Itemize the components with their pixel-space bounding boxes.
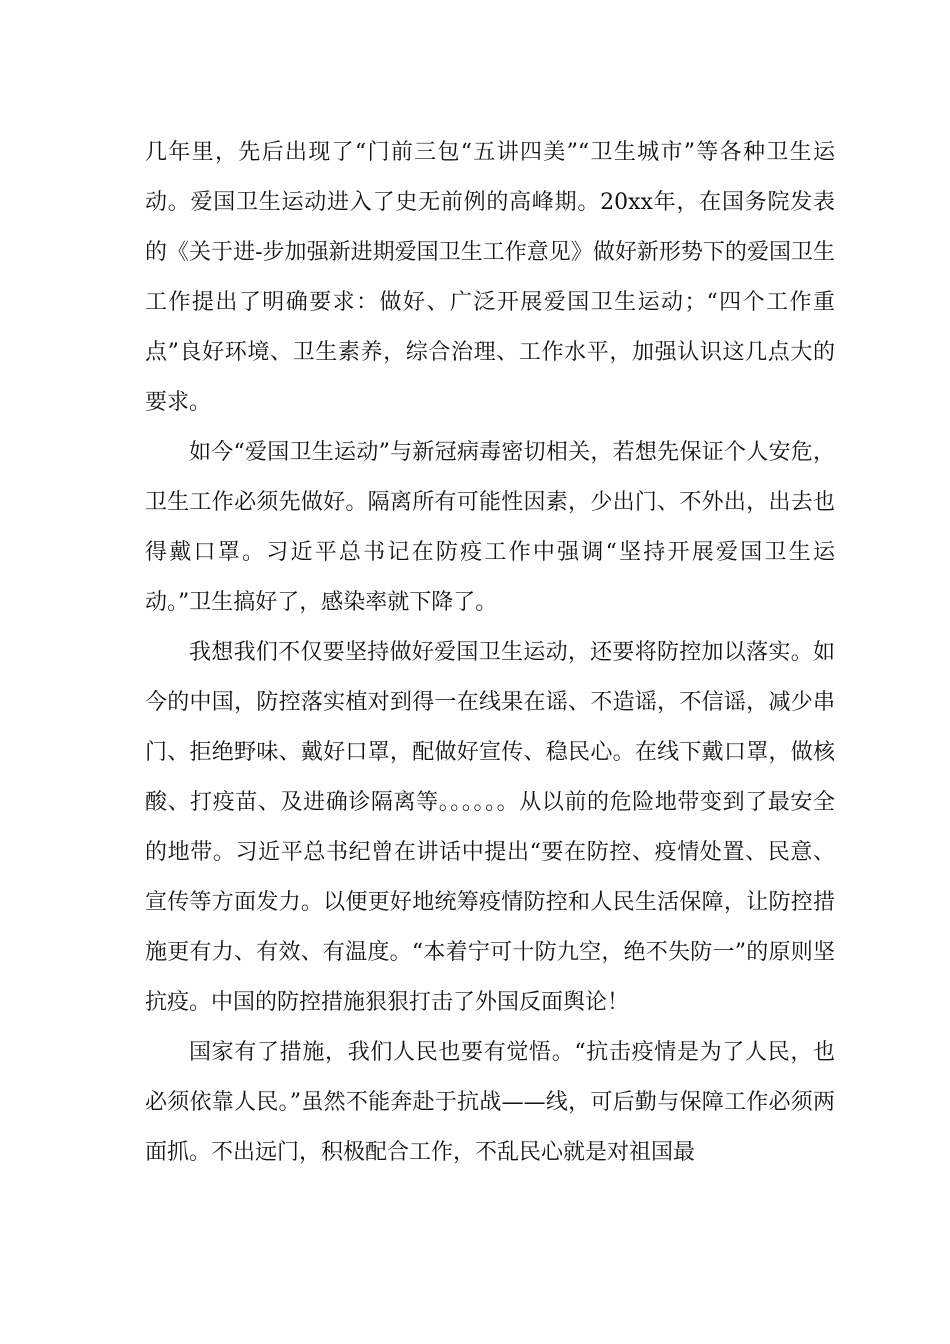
paragraph-4: 国家有了措施，我们人民也要有觉悟。“抗击疫情是为了人民，也必须依靠人民。”虽然不能奔赴于抗战——线，可后勤与保障工作必须两面抓。不出远门，积极配合工作，不乱民心就是对祖国最 bbox=[145, 1040, 835, 1165]
paragraph-3: 我想我们不仅要坚持做好爱国卫生运动，还要将防控加以落实。如今的中国，防控落实植对到得一在线果在谣、不造谣，不信谣，减少串门、拒绝野味、戴好口罩，配做好宣传、稳民心。在线下戴口罩，做核酸、打疫苗、及进确诊隔离等。。。。。。从以前的危险地带变到了最安全的地带。习近平总书纪曾在讲话中提出“要在防控、疫情处置、民意、宣传等方面发力。以便更好地统筹疫情防控和人民生活保障，让防控措施更有力、有效、有温度。“本着宁可十防九空，绝不失防一”的原则坚抗疫。中国的防控措施狠狠打击了外国反面舆论！ bbox=[145, 640, 835, 1015]
paragraph-1: 几年里，先后出现了“门前三包“五讲四美”“卫生城市”等各种卫生运动。爱国卫生运动进入了史无前例的高峰期。20xx年，在国务院发表的《关于进-步加强新进期爱国卫生工作意见》做好新形势下的爱国卫生工作提出了明确要求：做好、广泛开展爱国卫生运动；“四个工作重点”良好环境、卫生素养，综合治理、工作水平，加强认识这几点大的要求。 bbox=[145, 140, 835, 415]
document-body bbox=[145, 128, 835, 1178]
paragraph-2: 如今“爱国卫生运动”与新冠病毒密切相关，若想先保证个人安危，卫生工作必须先做好。隔离所有可能性因素，少出门、不外出，出去也得戴口罩。习近平总书记在防疫工作中强调“坚持开展爱国卫生运动。”卫生搞好了，感染率就下降了。 bbox=[145, 440, 835, 615]
